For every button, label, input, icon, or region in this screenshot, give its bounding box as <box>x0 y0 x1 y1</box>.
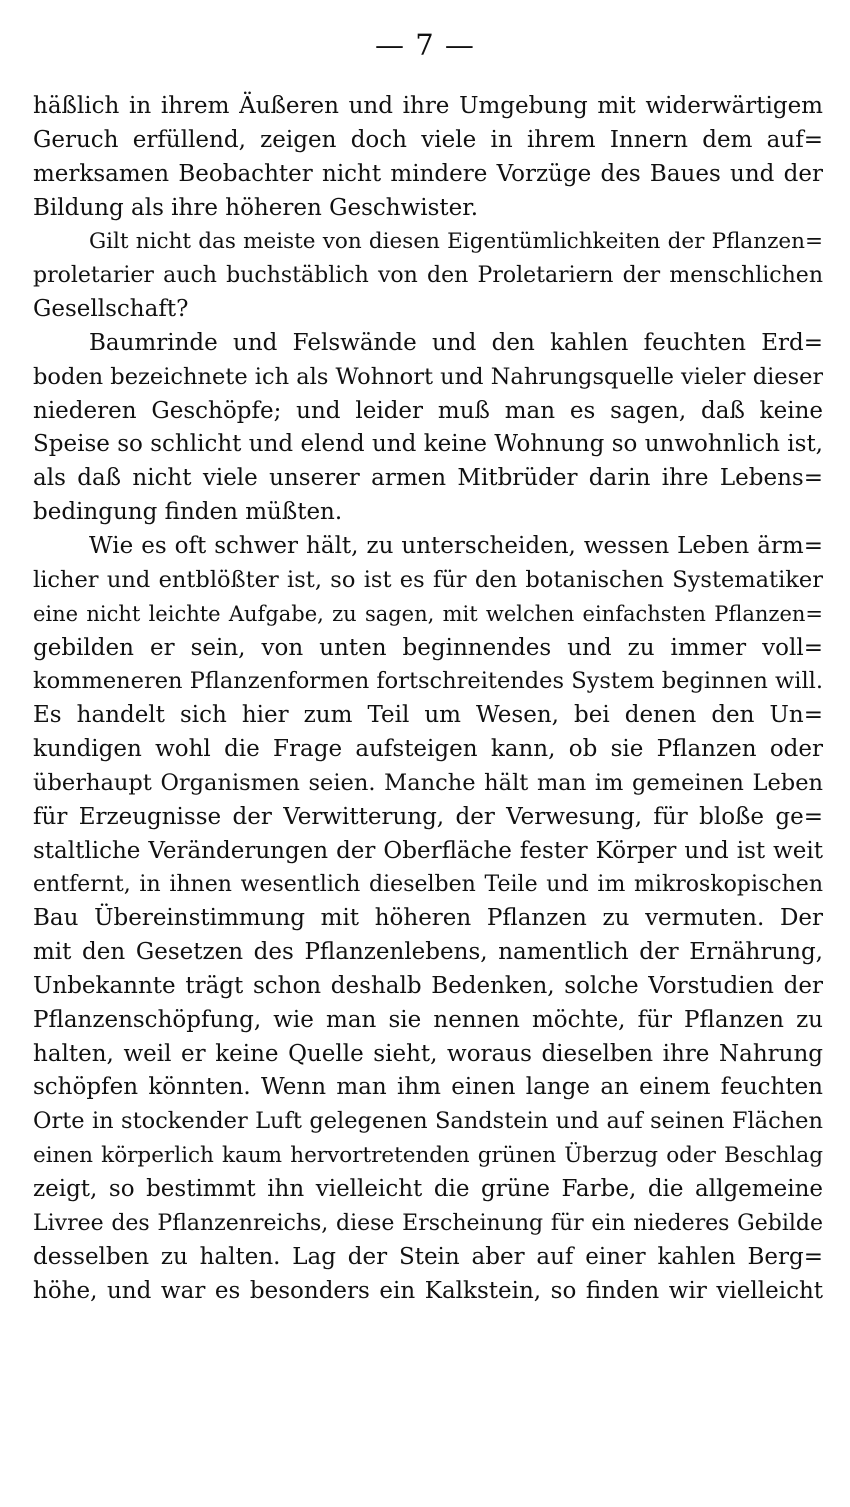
text-line: schöpfen könnten. Wenn man ihm einen lange an einem feuchten <box>33 1074 823 1101</box>
text-line: Unbekannte trägt schon deshalb Bedenken, solche Vorstudien der <box>33 972 823 999</box>
text-line: eine nicht leichte Aufgabe, zu sagen, mit welchen einfachsten Pflanzen= <box>33 601 823 626</box>
text-line: Speise so schlicht und elend und keine Wohnung so unwohnlich ist, <box>33 431 823 458</box>
text-line: überhaupt Organismen seien. Manche hält man im gemeinen Leben <box>33 769 823 796</box>
text-line: proletarier auch buchstäblich von den Proletariern der menschlichen <box>33 263 823 289</box>
text-line: licher und entblößter ist, so ist es für den botanischen Systematiker <box>33 566 823 593</box>
text-line: Es handelt sich hier zum Teil um Wesen, bei denen den Un= <box>33 702 823 729</box>
text-line: staltliche Veränderungen der Oberfläche fester Körper und ist weit <box>33 837 823 864</box>
text-line: entfernt, in ihnen wesentlich dieselben Teile und im mikroskopischen <box>33 872 823 898</box>
text-line: niederen Geschöpfe; und leider muß man es sagen, daß keine <box>33 397 823 424</box>
text-line: häßlich in ihrem Äußeren und ihre Umgebung mit widerwärtigem <box>33 93 823 119</box>
paragraph-start-line: Gilt nicht das meiste von diesen Eigentümlichkeiten der Pflanzen= <box>89 229 823 255</box>
text-line: gebilden er sein, von unten beginnendes und zu immer voll= <box>33 634 823 661</box>
text-line: Livree des Pflanzenreichs, diese Erscheinung für ein niederes Gebilde <box>33 1210 823 1236</box>
text-line: desselben zu halten. Lag der Stein aber auf einer kahlen Berg= <box>33 1243 823 1270</box>
text-line: bedingung finden müßten. <box>33 499 343 526</box>
text-line: Gesellschaft? <box>33 296 189 323</box>
text-line: einen körperlich kaum hervortretenden grünen Überzug oder Beschlag <box>33 1143 823 1169</box>
text-line: zeigt, so bestimmt ihn vielleicht die grüne Farbe, die allgemeine <box>33 1176 823 1202</box>
text-line: kundigen wohl die Frage aufsteigen kann, ob sie Pflanzen oder <box>33 736 823 763</box>
body-text <box>33 90 823 1308</box>
text-line: Bildung als ihre höheren Geschwister. <box>33 194 479 221</box>
text-line: Bau Übereinstimmung mit höheren Pflanzen zu vermuten. Der <box>33 905 823 932</box>
text-line: mit den Gesetzen des Pflanzenlebens, namentlich der Ernährung, <box>33 939 823 966</box>
text-line: kommeneren Pflanzenformen fortschreitendes System beginnen will. <box>33 668 823 695</box>
text-line: für Erzeugnisse der Verwitterung, der Verwesung, für bloße ge= <box>33 803 823 830</box>
text-line: Pflanzenschöpfung, wie man sie nennen möchte, für Pflanzen zu <box>33 1006 823 1033</box>
text-line: höhe, und war es besonders ein Kalkstein, so finden wir vielleicht <box>33 1277 823 1304</box>
page-number: — 7 — <box>375 28 475 62</box>
text-line: Orte in stockender Luft gelegenen Sandstein und auf seinen Flächen <box>33 1108 823 1135</box>
text-line: halten, weil er keine Quelle sieht, woraus dieselben ihre Nahrung <box>33 1040 823 1067</box>
text-line: als daß nicht viele unserer armen Mitbrüder darin ihre Lebens= <box>33 465 823 492</box>
text-line: merksamen Beobachter nicht mindere Vorzüge des Baues und der <box>33 160 823 187</box>
text-line: boden bezeichnete ich als Wohnort und Nahrungsquelle vieler dieser <box>33 363 823 390</box>
text-line: Geruch erfüllend, zeigen doch viele in ihrem Innern dem auf= <box>33 126 823 153</box>
paragraph-start-line: Wie es oft schwer hält, zu unterscheiden, wessen Leben ärm= <box>89 532 823 559</box>
paragraph-start-line: Baumrinde und Felswände und den kahlen feuchten Erd= <box>89 329 823 356</box>
